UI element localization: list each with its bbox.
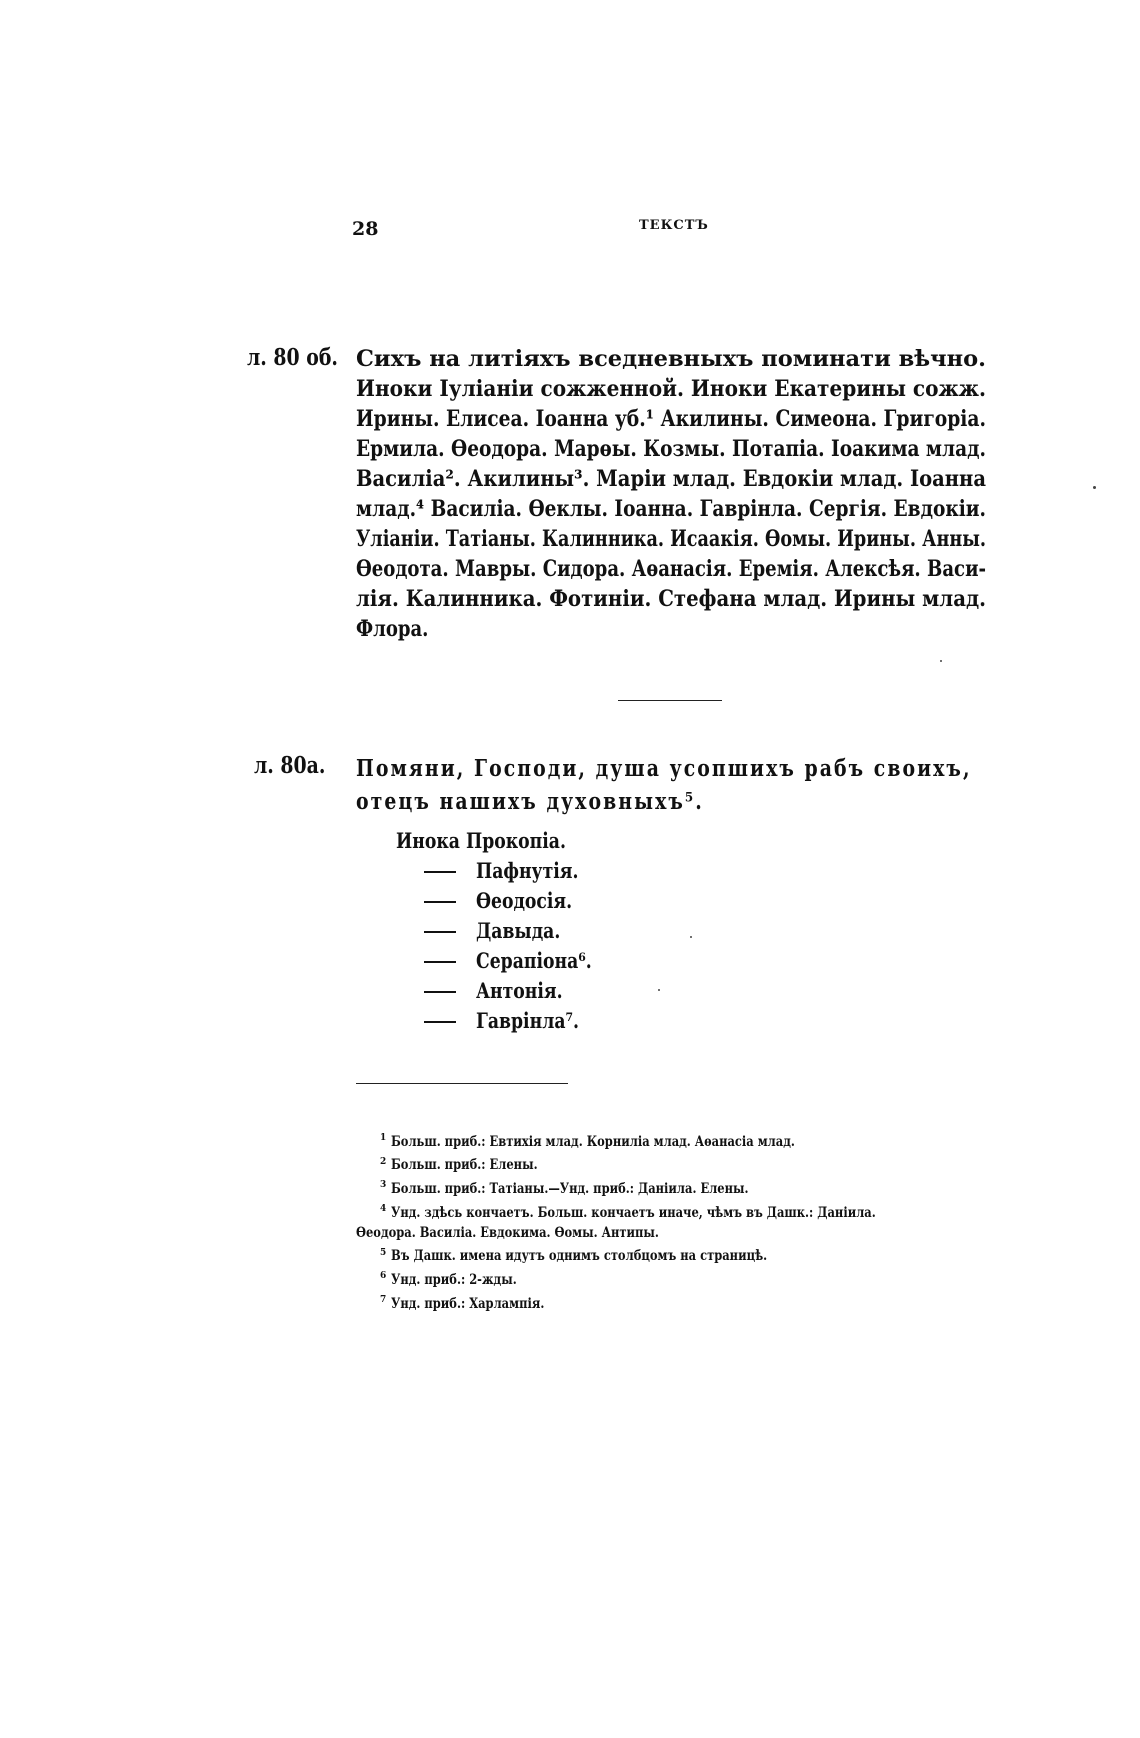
scan-speck <box>1093 486 1096 489</box>
prayer-heading <box>356 752 1107 818</box>
footnote: $^4$ Унд. здѣсь кончаетъ. Больш. кончаетъ иначе, чѣмъ въ Дашк.: Даніила. <box>380 1203 876 1221</box>
footnote: $^1$ Больш. приб.: Евтихія млад. Корниліа млад. Аѳанасіа млад. <box>380 1133 795 1150</box>
footnote-separator <box>356 1083 568 1084</box>
footnote: $^6$ Унд. приб.: 2-жды. <box>380 1271 517 1288</box>
ditto-dash <box>424 1021 456 1023</box>
text-line: Василіа². Акилины³. Маріи млад. Евдокіи млад. Іоанна <box>356 466 986 492</box>
folio-marker-80a: л. 80а. <box>254 752 326 779</box>
book-page: 28 ТЕКСТЪ л. 80 об. Сихъ на литіяхъ вседневныхъ поминати вѣчно. Иноки Іуліаніи сожженной. Иноки Екатерины сожж. Ирины. Елисеа. Іоанна уб.¹ Акилины. Симеона. Григоріа. Ермила. Ѳеодора. Марѳы. Козмы. Потапіа. Іоакима млад. Василіа². Акилины³. Маріи млад. Евдокіи млад. Іоанна млад.⁴ Василіа. Ѳеклы. Іоанна. Гаврінла. Сергія. Евдокіи. Уліаніи. Татіаны. Калинника. Исаакія. Ѳомы. Ирины. Анны. Ѳеодота. Мавры. Сидора. Аѳанасія. Еремія. Алексѣя. Васи- лія. Калинника. Фотиніи. Стефана млад. Ирины млад. Флора. л. 80а. Помяни, Господи, душа усопшихъ рабъ своихъ, отецъ нашихъ духовныхъ⁵. Инока Прокопіа. Пафнутія. Ѳеодосія. Давыда. Серапіона⁶. Антонія. Гаврінла⁷. $^1$ Больш. приб.: Евтихія млад. Корниліа млад. Аѳанасіа млад. $^2$ Больш. приб.: Елены. $^3$ Больш. приб.: Татіаны.—Унд. приб.: Даніила. Елены. $^4$ Унд. здѣсь кончаетъ. Больш. кончаетъ иначе, чѣмъ въ Дашк.: Даніила. Ѳеодора. Василіа. Евдокима. Ѳомы. Антипы. $^5$ Въ Дашк. имена идутъ однимъ столбцомъ на страницѣ. $^6$ Унд. приб.: 2-жды. $^7$ Унд. приб.: Харлампія. <box>0 0 1140 1738</box>
footnote: $^2$ Больш. приб.: Елены. <box>380 1156 538 1174</box>
ditto-dash <box>424 871 456 873</box>
folio-marker-80ob: л. 80 об. <box>247 344 338 371</box>
footnote: $^3$ Больш. приб.: Татіаны.—Унд. приб.: Даніила. Елены. <box>380 1180 749 1197</box>
running-head: ТЕКСТЪ <box>639 218 709 233</box>
text-line: Ѳеодота. Мавры. Сидора. Аѳанасія. Еремія. Алексѣя. Васи- <box>356 556 986 582</box>
text-line: млад.⁴ Василіа. Ѳеклы. Іоанна. Гаврінла. Сергія. Евдокіи. <box>356 496 986 522</box>
ditto-dash <box>424 961 456 963</box>
text-line: Ермила. Ѳеодора. Марѳы. Козмы. Потапіа. Іоакима млад. <box>356 436 986 462</box>
footnotes <box>356 1128 996 1314</box>
ditto-dash <box>424 991 456 993</box>
text-line: Ирины. Елисеа. Іоанна уб.¹ Акилины. Симеона. Григоріа. <box>356 406 986 432</box>
commemoration-block <box>356 344 986 644</box>
ditto-dash <box>424 901 456 903</box>
scan-speck <box>658 989 660 991</box>
prayer-line: Помяни, Господи, душа усопшихъ рабъ своихъ, <box>356 755 972 782</box>
text-line: лія. Калинника. Фотиніи. Стефана млад. Ирины млад. <box>356 586 986 612</box>
scan-speck <box>690 936 692 938</box>
section-divider <box>618 700 722 701</box>
page-number: 28 <box>352 218 379 240</box>
footnote-continuation: Ѳеодора. Василіа. Евдокима. Ѳомы. Антипы. <box>356 1224 659 1241</box>
text-line: Сихъ на литіяхъ вседневныхъ поминати вѣчно. <box>356 346 986 372</box>
ditto-dash <box>424 931 456 933</box>
text-line: Уліаніи. Татіаны. Калинника. Исаакія. Ѳомы. Ирины. Анны. <box>356 526 986 552</box>
footnote: $^5$ Въ Дашк. имена идутъ однимъ столбцомъ на страницѣ. <box>380 1247 768 1265</box>
footnote: $^7$ Унд. приб.: Харлампія. <box>380 1294 545 1312</box>
text-line: Флора. <box>356 616 429 642</box>
text-line: Иноки Іуліаніи сожженной. Иноки Екатерины сожж. <box>356 376 986 402</box>
prayer-line: отецъ нашихъ духовныхъ⁵. <box>356 788 704 815</box>
scan-speck <box>940 660 942 662</box>
